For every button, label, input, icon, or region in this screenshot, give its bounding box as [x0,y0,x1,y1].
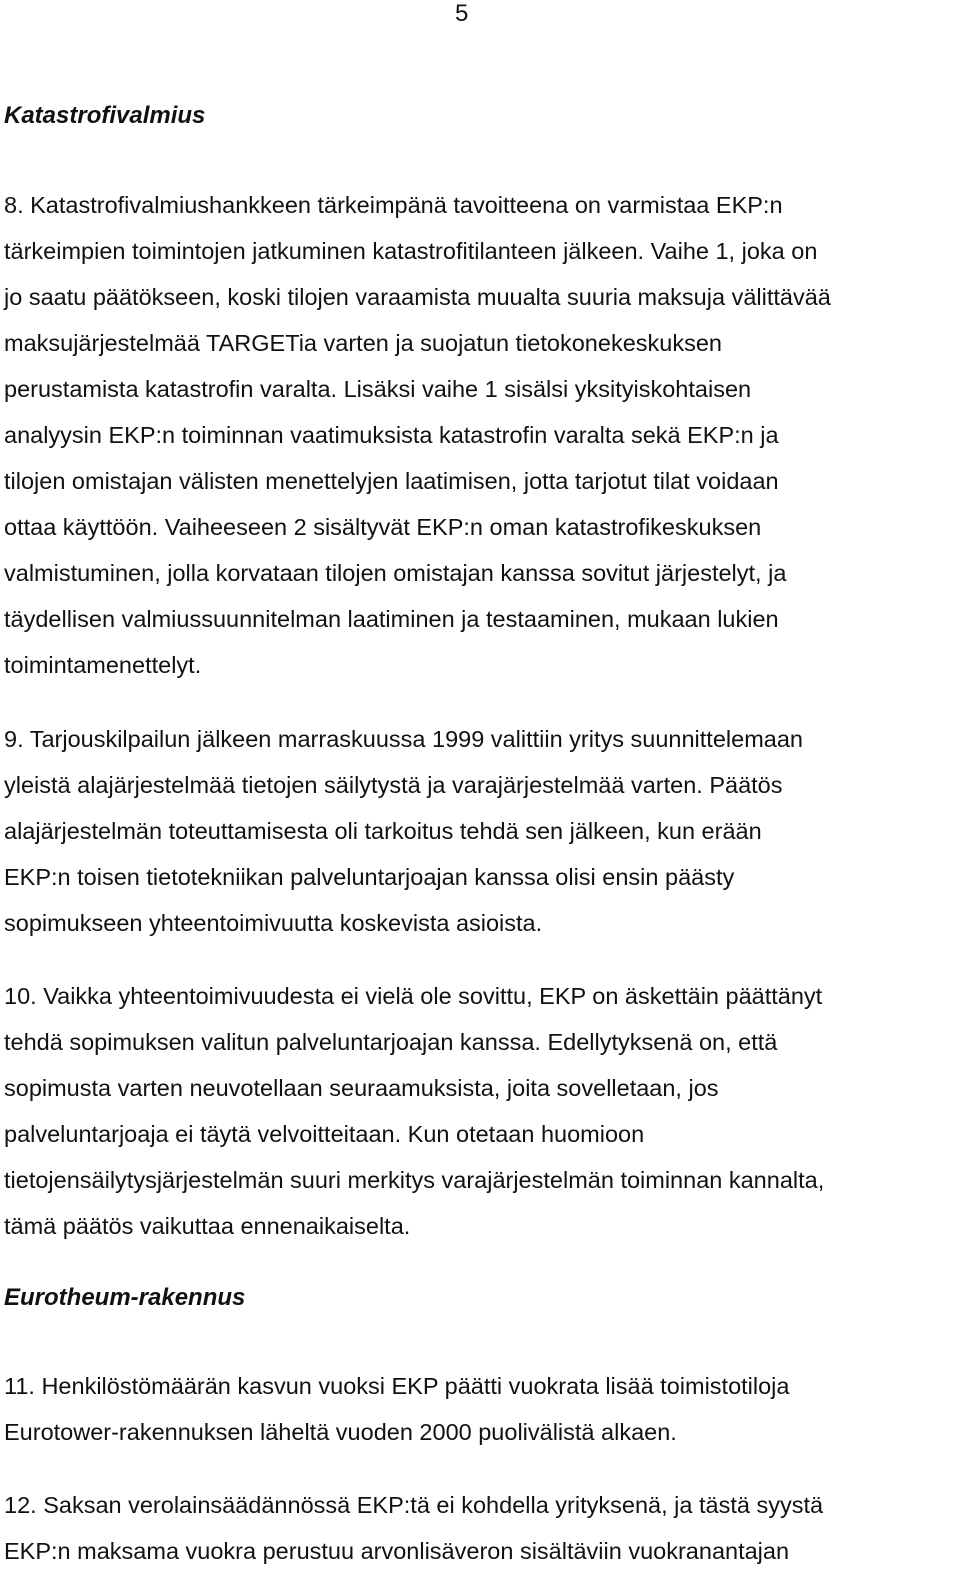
text-line: EKP:n maksama vuokra perustuu arvonlisäveron sisältäviin vuokranantajan [4,1538,790,1564]
page-number: 5 [455,0,469,27]
text-line: sopimukseen yhteentoimivuutta koskevista asioista. [4,910,543,936]
text-line: analyysin EKP:n toiminnan vaatimuksista katastrofin varalta sekä EKP:n ja [4,422,779,448]
text-line: 9. Tarjouskilpailun jälkeen marraskuussa 1999 valittiin yritys suunnittelemaan [4,726,803,752]
section-heading-eurotheum-rakennus: Eurotheum-rakennus [4,1284,246,1311]
text-line: EKP:n toisen tietotekniikan palveluntarjoajan kanssa olisi ensin päästy [4,864,735,890]
text-line: tehdä sopimuksen valitun palveluntarjoajan kanssa. Edellytyksenä on, että [4,1029,778,1055]
text-line: sopimusta varten neuvotellaan seuraamuksista, joita sovelletaan, jos [4,1075,719,1101]
text-line: 8. Katastrofivalmiushankkeen tärkeimpänä tavoitteena on varmistaa EKP:n [4,192,783,218]
text-line: 11. Henkilöstömäärän kasvun vuoksi EKP päätti vuokrata lisää toimistotiloja [4,1373,790,1399]
paragraph-8 [4,182,949,688]
text-line: jo saatu päätökseen, koski tilojen varaamista muualta suuria maksuja välittävää [4,284,831,310]
text-line: alajärjestelmän toteuttamisesta oli tarkoitus tehdä sen jälkeen, kun erään [4,818,762,844]
section-heading-katastrofivalmius: Katastrofivalmius [4,102,206,129]
text-line: täydellisen valmiussuunnitelman laatiminen ja testaaminen, mukaan lukien [4,606,779,632]
text-line: maksujärjestelmää TARGETia varten ja suojatun tietokonekeskuksen [4,330,722,356]
text-line: palveluntarjoaja ei täytä velvoitteitaan. Kun otetaan huomioon [4,1121,645,1147]
text-line: tilojen omistajan välisten menettelyjen laatimisen, jotta tarjotut tilat voidaan [4,468,779,494]
text-line: 12. Saksan verolainsäädännössä EKP:tä ei kohdella yrityksenä, ja tästä syystä [4,1492,824,1518]
text-line: toimintamenettelyt. [4,652,202,678]
paragraph-11 [4,1363,949,1455]
text-line: tämä päätös vaikuttaa ennenaikaiselta. [4,1213,411,1239]
text-line: ottaa käyttöön. Vaiheeseen 2 sisältyvät EKP:n oman katastrofikeskuksen [4,514,762,540]
text-line: valmistuminen, jolla korvataan tilojen omistajan kanssa sovitut järjestelyt, ja [4,560,787,586]
paragraph-12 [4,1482,949,1574]
paragraph-9 [4,716,949,946]
text-line: yleistä alajärjestelmää tietojen säilytystä ja varajärjestelmää varten. Päätös [4,772,783,798]
text-line: tietojensäilytysjärjestelmän suuri merkitys varajärjestelmän toiminnan kannalta, [4,1167,825,1193]
text-line: 10. Vaikka yhteentoimivuudesta ei vielä ole sovittu, EKP on äskettäin päättänyt [4,983,823,1009]
text-line: Eurotower-rakennuksen läheltä vuoden 2000 puolivälistä alkaen. [4,1419,677,1445]
paragraph-10 [4,973,949,1249]
text-line: tärkeimpien toimintojen jatkuminen katastrofitilanteen jälkeen. Vaihe 1, joka on [4,238,818,264]
text-line: perustamista katastrofin varalta. Lisäksi vaihe 1 sisälsi yksityiskohtaisen [4,376,752,402]
